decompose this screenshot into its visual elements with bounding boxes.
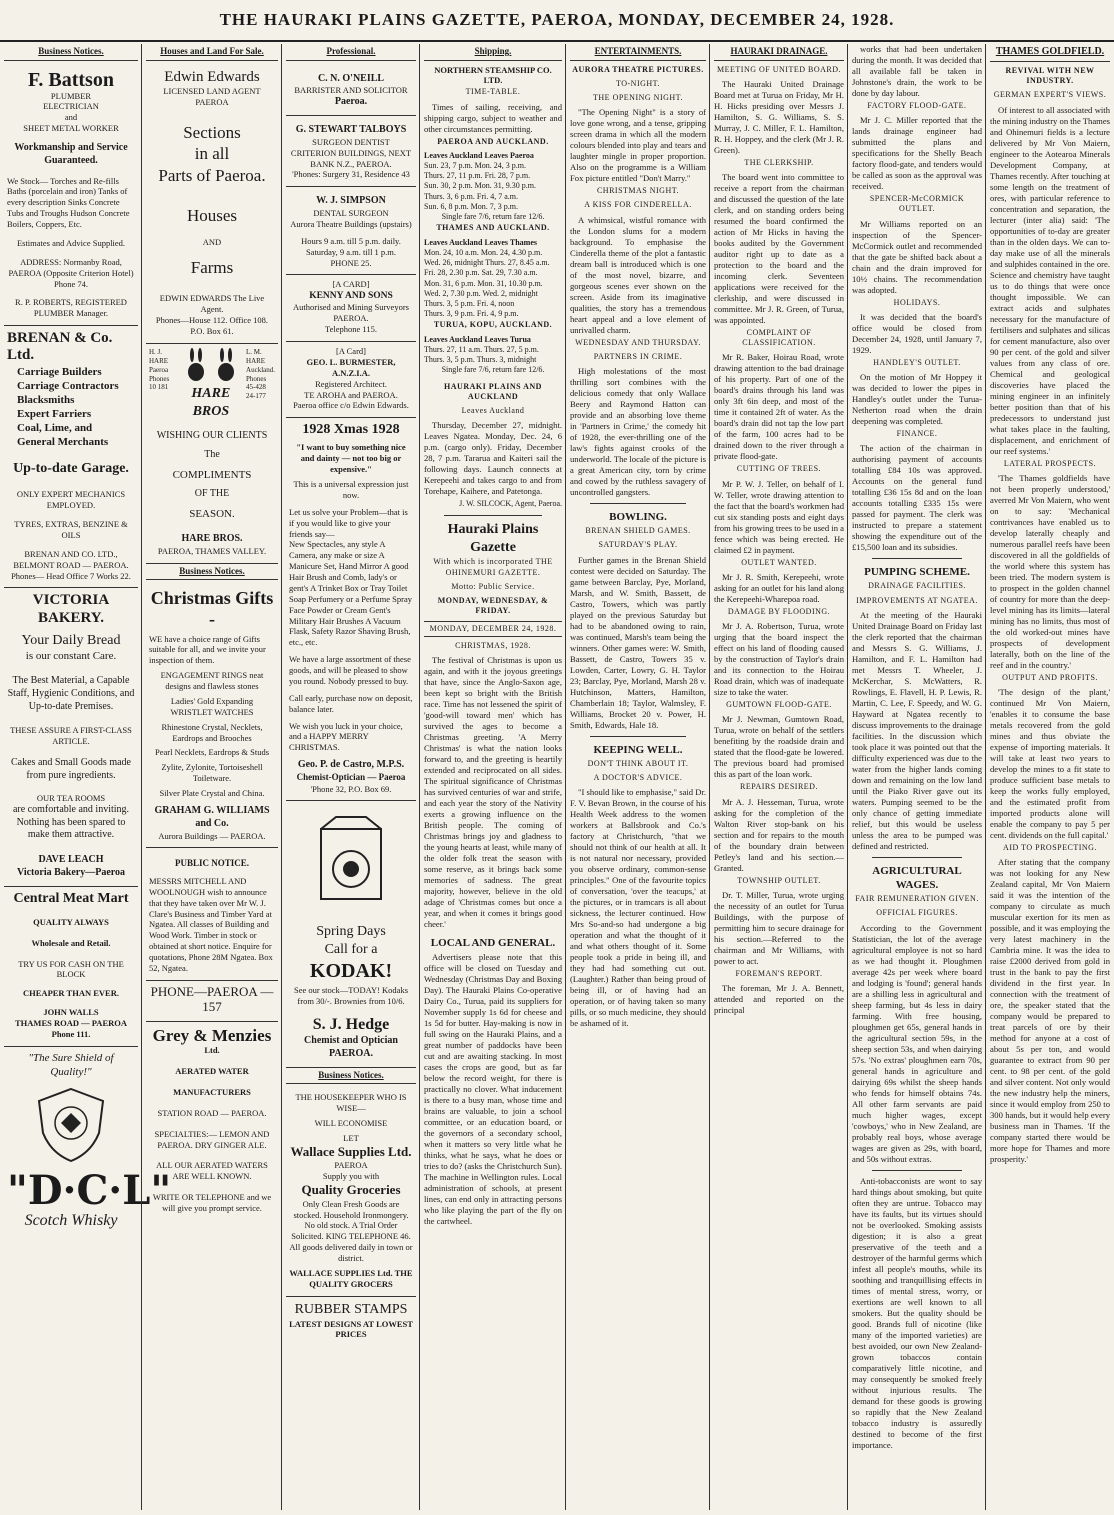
- ad-line: SEASON.: [189, 507, 235, 520]
- ad-line: EDWIN EDWARDS The Live Agent.: [159, 293, 265, 315]
- timetable-row: Thurs. 3, 5 p.m. Fri. 4, noon: [424, 299, 515, 309]
- ad-line: BARRISTER AND SOLICITOR: [294, 85, 408, 96]
- ad-line: Farms: [190, 258, 234, 278]
- article-title: BOWLING.: [609, 511, 667, 524]
- article-body: The action of the chairman in authorising payment of accounts totalling £84 10s was approved. Accounts on the general fund totalling £36 15s 8d and on the loan accounts totalling £335 15s were passed for payment. The clerk was instructed to prepare a statement showing the expenditure out of the £15,500 loan and its subsidies.: [852, 443, 982, 553]
- ad-line: The: [204, 449, 220, 461]
- article-sub: HOLIDAYS.: [893, 297, 941, 307]
- article-sub: OUTLET WANTED.: [741, 557, 817, 567]
- ad-line: Chemist-Optician — Paeroa: [296, 772, 406, 782]
- article-body: Dr. T. Miller, Turua, wrote urging the necessity of an outlet for Turua Buildings, with the purpose of permitting him to secure drainage for his section.—Referred to the chairman and Mr Williams, with power to act.: [714, 889, 844, 966]
- ad-talboys: [286, 116, 416, 187]
- ad-name: Central Meat Mart: [13, 890, 129, 906]
- timetable-title: TIME-TABLE.: [465, 87, 521, 97]
- ad-name: Grey & Menzies: [152, 1025, 272, 1045]
- article-body: Of interest to all associated with the mining industry on the Thames and Ohinemuri fields is a lecture delivered by Mr Von Maiern, engineer to the Aotearoa Minerals Development Company, at Thames recently. After touching at some length on the treatment of ores, with particular reference to concentration and separation, the lecturer (inter alia) said: 'The opportunities of to-day are greater than in the olden days. We can to-day make use of all the minerals and sulphides contained in the ore. Science and chemistry have taught us to do things that were once thought impossible. We can extract acids and sulphates necessary for the manufacture of fertilisers and sulphates and silicas for cement manufacture, also over 90 per cent. of the gold and silver values from any class of ore. Chemical and geological discoveries have placed the mining engineer in an infinitely better position than that of his predecessors to understand just what takes place in the faulting, displacement, and enrichment of our reef systems.': [990, 104, 1110, 456]
- gazette-date: MONDAY, DECEMBER 24, 1928.: [424, 621, 562, 637]
- ad-line: AERATED WATER: [175, 1066, 249, 1077]
- ad-name: C. N. O'NEILL: [317, 72, 385, 84]
- article-body: It was decided that the board's office would be closed from December 24, 1928, until January 7, 1929.: [852, 311, 982, 355]
- timetable-row: Thurs. 3, 5 p.m. Thurs. 3, midnight: [424, 355, 537, 365]
- article-sub: FACTORY FLOOD-GATE.: [867, 101, 967, 110]
- ad-line: DAVE LEACH: [38, 854, 104, 866]
- ad-line: LICENSED LAND AGENT: [163, 85, 261, 96]
- ad-kodak: [286, 801, 416, 1067]
- ad-logo-text: HARE BROS: [191, 385, 231, 419]
- article-body: Advertisers please note that this office will be closed on Tuesday and Wednesday (Christmas Day and Boxing Day). The Hauraki Plains Co-operative Dairy Co., Turua, paid its suppliers for November supply 1s 6d for cheese and 1s 5d for butter. Hay-making is now in full swing on the Hauraki Plains, and a great number of paddocks have been cut and are awaiting stacking. In most cases the crops are good, but as far below the record weight, for there is practically no clover. What inducement is there to a busy man, whose time and brains are valuable, to join a school committee, or an education board, or the governors of a secondary school, when it matters so very little what he thinks, what he says, what he does or tries to do? (asks the Christchurch Sun). The machine in Wellington rules. Local administration of schools, at present lines, can end only in attracting persons who like playing the part of the fly on the cartwheel.: [424, 952, 562, 1227]
- timetable-note: Times of sailing, receiving, and shipping cargo, subject to weather and other circumstances permitting.: [424, 101, 562, 134]
- article-sub: GERMAN EXPERT'S VIEWS.: [993, 90, 1107, 100]
- ad-line: TE AROHA and PAEROA.: [304, 389, 398, 400]
- article-body: Mr J. Newman, Gumtown Road, Turua, wrote on behalf of the settlers benefiting by the roadside drain and stated that the flood-gate be lowered. The previous board had promised this as part of the loan work.: [714, 714, 844, 780]
- ad-line: [A Card]: [336, 346, 366, 357]
- ad-line: Phones—House 112. Office 108. P.O. Box 61.: [155, 314, 269, 336]
- article-sub: SATURDAY'S PLAY.: [598, 540, 678, 550]
- masthead-title: THE HAURAKI PLAINS GAZETTE, PAEROA, MONDAY, DECEMBER 24, 1928.: [219, 10, 895, 29]
- article-sub: GUMTOWN FLOOD-GATE.: [726, 700, 832, 710]
- column-5: [570, 44, 706, 1510]
- ad-line: Silver Plate Crystal and China.: [159, 788, 265, 799]
- ad-line: COMPLIMENTS: [172, 469, 252, 482]
- ad-line: Aurora Theatre Buildings (upstairs): [290, 218, 412, 229]
- article-body: Mr R. Baker, Hoirau Road, wrote drawing attention to the bad drainage of his property. Part of one of the board's drains through his land was only 3ft 6in deep, and most of the time it contained 2ft of water. As the board's drain did not tap the low part of the farm, 100 acres had to be drained down to the river through a private flood-gate.: [714, 352, 844, 462]
- ad-line: Telephone 115.: [325, 324, 377, 335]
- ad-stock: We Stock— Torches and Re-fills Baths (porcelain and iron) Tanks of every description Sinks Concrete Tubs and Troughs Hudson Concrete Boilers, Coppers, Etc.: [7, 175, 130, 230]
- section-heading: ENTERTAINMENTS.: [570, 44, 706, 61]
- ad-line: QUALITY ALWAYS: [33, 916, 109, 927]
- ad-line: Wholesale and Retail.: [31, 937, 111, 948]
- article-body: On the motion of Mr Hoppey it was decided to lower the pipes in Handley's outlet under the Turua-Netherton road when the drain deepening was completed.: [852, 372, 982, 427]
- ad-line: are comfortable and inviting. Nothing has been spared to make them attractive.: [12, 803, 130, 841]
- article-body: The board went into committee to receive a report from the chairman and discussed the question of the late clerk, and on standing orders being resumed the board confirmed the action of Mr Hicks in having the books audited by the Government auditor right up to date as a protection to the board and the incoming clerk. Seventeen applications were received for the clerkship, and were discussed in committee. Mr J. R. Green, of Turua, was appointed.: [714, 171, 844, 325]
- ad-line: Paeroa office c/o Edwin Edwards.: [293, 400, 409, 411]
- ad-line: Victoria Bakery—Paeroa: [16, 866, 126, 878]
- column-6: [714, 44, 844, 1510]
- ad-line: 'Phones: Surgery 31, Residence 43: [292, 169, 410, 180]
- article-body: A whimsical, wistful romance with the London slums for a modern background. To emphasise the Cinderella theme of the plot a fantastic dream ball is introduced which is one of the most novel, bizarre, and gorgeous scenes ever shown on the screen. Aside from its imaginative qualities, the story has a tremendous heart appeal and a love element of unrivalled charm.: [570, 214, 706, 335]
- ad-edwin-edwards: [146, 65, 278, 344]
- ad-line: Paeroa.: [334, 96, 368, 108]
- ad-line: S. J. Hedge: [312, 1015, 390, 1033]
- article-sub: CUTTING OF TREES.: [736, 464, 822, 474]
- ad-line: Cakes and Small Goods made from pure ingredients.: [11, 757, 131, 782]
- ad-line: Hours 9 a.m. till 5 p.m. daily. Saturday, 9 a.m. till 1 p.m.: [301, 235, 401, 257]
- ad-line: Quality Groceries: [301, 1182, 401, 1197]
- ad-line: We have a large assortment of these goods, and will be pleased to show you round. Nobody pressed to buy.: [289, 654, 411, 686]
- ad-brenan: [4, 326, 138, 588]
- article-sub: THE CLERKSHIP.: [744, 157, 814, 167]
- gazette-line: MONDAY, WEDNESDAY, & FRIDAY.: [437, 596, 549, 616]
- ad-line: WILL ECONOMISE: [314, 1117, 388, 1128]
- ad-line: Scotch Whisky: [24, 1211, 118, 1229]
- timetable-head: Leaves Auckland Leaves Paeroa: [424, 150, 534, 160]
- rabbit-icon: [186, 348, 206, 382]
- ad-line: "The Sure Shield of Quality!": [28, 1051, 114, 1078]
- ad-line: See our stock—TODAY! Kodaks from 30/-. Brownies from 10/6.: [293, 984, 409, 1006]
- ad-line: Your Daily Bread: [21, 632, 121, 648]
- article-title: KEEPING WELL.: [593, 743, 683, 756]
- timetable-turua: [424, 335, 562, 376]
- column-7: [852, 44, 982, 1510]
- ad-line: Sections: [183, 122, 241, 142]
- article-title: PUMPING SCHEME.: [864, 566, 970, 579]
- ad-line: PLUMBER: [50, 90, 92, 101]
- ad-line: DENTAL SURGEON: [313, 208, 389, 219]
- ad-line: GRAHAM G. WILLIAMS and Co.: [154, 804, 270, 829]
- ad-line: WE have a choice range of Gifts suitable for all, and we invite your inspection of them.: [149, 633, 266, 666]
- timetable-row: Wed. 26, midnight Thurs. 27, 8.45 a.m.: [424, 258, 550, 268]
- ad-line: [A CARD]: [332, 279, 370, 290]
- article-sub: THE OPENING NIGHT.: [593, 92, 683, 102]
- article-body: Anti-tobacconists are wont to say hard things about smoking, but quite often they are untrue. Tobacco may have its faults, but its virtues should not be overlooked. Smoking assists digestion; it is also a great preservative of the teeth and a destroyer of the harmful germs which infest all people's mouths, while its soothing and tranquillising effects in times of mental stress, worry, or exertions are well known to all smokers. But the quality should be good. Brands full of nicotine (like many of the imported varieties) are best avoided, our own New Zealand-grown tobaccos contain comparatively little nicotine, and may consequently be smoked freely without injurious results. The demand for these goods is growing so rapidly that the New Zealand tobacco industry is assuredly destined to become of the first importance.: [852, 1175, 982, 1450]
- article-title: CHRISTMAS, 1928.: [455, 640, 531, 650]
- ad-wallace: [286, 1088, 416, 1297]
- camera-icon: [301, 809, 401, 919]
- timetable-head: Leaves Auckland Leaves Thames: [424, 237, 537, 247]
- article-sub: TOWNSHIP OUTLET.: [737, 875, 821, 885]
- ad-central-meat-mart: [4, 887, 138, 1047]
- section-heading: THAMES GOLDFIELD.: [990, 44, 1110, 62]
- ad-line: HARE BROS.: [181, 533, 243, 544]
- ad-logo-text: "D·C·L": [7, 1166, 172, 1214]
- section-heading: Professional.: [286, 44, 416, 61]
- ad-line: OUR TEA ROOMS: [36, 792, 106, 803]
- ad-line: PAEROA: [334, 1160, 368, 1171]
- ad-text: MESSRS MITCHELL AND WOOLNOUGH wish to announce that they have taken over Mr W. J. Clare's Business and Timber Yard at Ngatea. All classes of Building and Wood Work. Timber in stock or obtained at short notice. Enquire for quotations, Phone 28M Ngatea. Box 52, Ngatea.: [149, 875, 273, 973]
- article-sub: FAIR REMUNERATION GIVEN.: [855, 894, 979, 904]
- ad-oneill: [286, 65, 416, 116]
- ad-simpson: [286, 187, 416, 275]
- timetable-heading: PAEROA AND AUCKLAND.: [437, 136, 549, 146]
- article-sub: REPAIRS DESIRED.: [740, 782, 818, 792]
- article-title: AGRICULTURAL WAGES.: [872, 864, 962, 892]
- ad-line: Pearl Necklets, Eardrops & Studs: [154, 747, 270, 758]
- article-body: "I should like to emphasise," said Dr. F. V. Bevan Brown, in the course of his Health Week address to the women workers at Ballsbrook and Co.'s factory at Christchurch, "that we should not think of our health at all. It is not natural nor necessary, provided you observe ordinary, common-sense principles." One of the favourite topics of conversation, 'over the teacups,' at the pictures, or in tramcars is all about sickness, the lecturer continued. How Mrs So-and-so had undergone a big operation and what the thought of it and what others thought of it. Some people took a pride in being ill, and they had had something cut out. (Laughter.) Rather than being proud of being ill, or of having had an operation, or of having taken so many pills, or so much medicine, they should be ashamed of it.: [570, 787, 706, 1029]
- article-sub: MEETING OF UNITED BOARD.: [717, 64, 841, 74]
- ad-line: Spring Days: [316, 924, 386, 940]
- timetable-row: Sun. 23, 7 p.m. Mon. 24, 3 p.m.: [424, 160, 527, 170]
- ad-line: THAMES ROAD — PAEROA Phone 111.: [15, 1018, 127, 1039]
- ad-name: 1928 Xmas 1928: [302, 422, 400, 438]
- ad-line: AND: [202, 236, 222, 247]
- article-body: High molestations of the most thrilling sort combines with the delicious comedy that only Wallace Beery and Raymond Hatton can provide and an absorbing love theme in 'Partners in Crime,' the comedy hit of 1928, the ever-thrilling one of the law's fights against crooks of the underworld. The locale of the picture is a great American city, torn by crime and cowed by the ruthless savagery of uncontrolled gangsters.: [570, 366, 706, 498]
- ad-line: We wish you luck in your choice, and a HAPPY MERRY CHRISTMAS.: [289, 720, 403, 753]
- timetable-row: Fri. 28, 2.30 p.m. Sat. 29, 7.30 a.m.: [424, 268, 538, 278]
- ad-line: Parts of Paeroa.: [158, 166, 266, 186]
- article-body: Mr A. J. Hesseman, Turua, wrote asking for the completion of the Walton River stop-bank on his section and for repairs to the mouth of the boundary drain between Petley's land and his section.—Granted.: [714, 796, 844, 873]
- timetable-head: Leaves Auckland Leaves Turua: [424, 334, 531, 344]
- ad-name: KODAK!: [309, 960, 393, 983]
- ad-line: Ltd.: [204, 1045, 220, 1056]
- article-title: AURORA THEATRE PICTURES.: [572, 64, 704, 74]
- article-body: The festival of Christmas is upon us again, and with it the joyous greetings that have, since the Anglo-Saxon age, been kept so bright with the British race. Time has not lessened the spirit of 'good-will toward men' which has survived the ages to become a Christmas greeting. 'A Merry Christmas' is what the nation looks forward to, and the greeting is heartily extended and reciprocated on all sides. The spiritual significance of Christmas has survived centuries of war and strife, and each year the story of the Nativity exerts a growing influence on the British people. The coming of Christmas brings joy and gladness to the young hearts at least, while many of the older folk treat the season with some reserve, as it brings back some memories of sadness. The great majority, however, believe in the old adage of 'Christmas comes but once a year, and when it comes it brings good cheer.': [424, 655, 562, 930]
- article-sub: DAMAGE BY FLOODING.: [727, 606, 831, 616]
- ad-line: Aurora Buildings — PAEROA.: [158, 830, 266, 841]
- ad-line: LATEST DESIGNS AT LOWEST PRICES: [289, 1318, 413, 1340]
- ad-name: Edwin Edwards: [164, 68, 260, 85]
- ad-phone: [146, 981, 278, 1022]
- ad-line: SPECIALTIES:— LEMON AND PAEROA. DRY GINGER ALE.: [154, 1128, 270, 1150]
- ad-line: PHONE—PAEROA —157: [150, 983, 274, 1014]
- rabbit-icon: [216, 348, 236, 382]
- article-sub: FINANCE.: [896, 429, 938, 439]
- article-body: works that had been undertaken during the month. It was decided that all available fall be taken in Johnstone's drain, the work to be done by day labour.: [852, 44, 982, 98]
- ad-line: PAEROA: [195, 96, 229, 107]
- ad-public-notice: [146, 848, 278, 980]
- ad-manager: R. P. ROBERTS, REGISTERED PLUMBER Manager.: [15, 297, 127, 319]
- article-body: According to the Government Statistician, the lot of the average agricultural employee is not so hard as we had thought it. Ploughmen average 42s per week where board and lodging is 'found'; general hands are a shilling less in agricultural and sheep farming, but 4s less in dairy farming. With free housing, ploughmen get 65s, general hands in the agricultural section 59s, in the sheep section 53s, and when dairying 57s. 'No extras' ploughmen earn 70s, general hands in agriculture and dairying 69s whilst the sheep hands who fends for himself obtains 74s. All other farm servants are paid much higher wages, except 'cowboys,' who in New Zealand, are probably real boys, whose average wages are given as 29s, with board, and 50s without extras.: [852, 922, 982, 1164]
- ad-line: Zylite, Zylonite, Tortoiseshell Toiletware.: [161, 762, 263, 784]
- column-8: [990, 44, 1110, 1510]
- ad-line: WRITE OR TELEPHONE and we will give you prompt service.: [152, 1192, 272, 1214]
- article-body: The foreman, Mr J. A. Bennett, attended and reported on the principal: [714, 983, 844, 1016]
- timetable-sub: Leaves Auckland: [461, 406, 525, 416]
- section-heading: Business Notices.: [4, 44, 138, 61]
- timetable-thames-auckland: [424, 238, 562, 320]
- ad-xmas-castro: [286, 418, 416, 801]
- ad-line: PAEROA.: [329, 1047, 373, 1059]
- ad-line: MANUFACTURERS: [173, 1086, 251, 1097]
- ad-line: SHEET METAL WORKER: [23, 123, 119, 134]
- article-body: After stating that the company was not looking for any New Zealand capital, Mr Von Maiern said it was the intention of the company to circulate as much muscular exertion for its men as possible, and it was employing the very latest machinery in the Cambria mine. It was the idea to raise £2000 derived from gold in trust in the bank to pay the first dividend in the first year. In connection with the treatment of ore, the speaker stated that the company would be prepared to treat parcels of ore by their method for anyone at a cost of about 5s per ton, and would guarantee to extract from 90 per cent. to 98 per cent. of the gold and silver content. Not only would the new industry help the miners, since it would employ from 250 to 300 hands, but it would help every business man in Thames. 'If the company started there would be more hope for Thames and more prosperity.': [990, 857, 1110, 1165]
- timetable-fare: Single fare 7/6, return fare 12/6.: [441, 365, 545, 375]
- ad-line: is our constant Care.: [25, 650, 117, 663]
- article-title: LOCAL AND GENERAL.: [430, 937, 556, 950]
- section-heading: Shipping.: [424, 44, 562, 61]
- company-name: NORTHERN STEAMSHIP CO. LTD.: [434, 64, 552, 86]
- ad-line: TRY US FOR CASH ON THE BLOCK: [18, 958, 124, 980]
- ad-christmas-gifts: [146, 584, 278, 848]
- article-sub: WEDNESDAY AND THURSDAY.: [575, 337, 701, 347]
- ad-line: The Best Material, a Capable Staff, Hygienic Conditions, and Up-to-date Premises.: [7, 675, 135, 712]
- timetable-row: Wed. 2, 7.30 p.m. Wed. 2, midnight: [424, 288, 538, 298]
- ad-name: KENNY AND SONS: [309, 291, 393, 302]
- ad-footer: BRENAN AND CO. LTD., BELMONT ROAD — PAEROA. Phones— Head Office 7 Works 22.: [11, 548, 131, 581]
- article-body: "The Opening Night" is a story of love gone wrong, and a tense, gripping screen drama in which all the modern colours blended into play and tears and laughter mingle in proper proportion. Also on the programme is a William Fox picture entitled "Don't Marry.": [570, 107, 706, 184]
- section-heading: Business Notices.: [286, 1068, 416, 1085]
- gazette-line: With which is incorporated THE OHINEMURI GAZETTE.: [433, 557, 553, 577]
- ad-burmester: [286, 342, 416, 418]
- ad-name: GEO. L. BURMESTER, A.N.Z.I.A.: [306, 356, 396, 378]
- ad-line: ELECTRICIAN: [43, 101, 99, 112]
- article-body: Mr J. A. Robertson, Turua, wrote urging that the board inspect the effect on his land of flooding caused by the construction of Taylor's drain and its connection to the Hoirau Road drain, which was of inadequate size to take the water.: [714, 621, 844, 698]
- article-sub: REVIVAL WITH NEW INDUSTRY.: [1005, 65, 1095, 86]
- ad-name: BRENAN & Co. Ltd.: [7, 330, 113, 364]
- ad-name: VICTORIA BAKERY.: [32, 592, 110, 626]
- article-body: Mr J. R. Smith, Kerepeehi, wrote asking for an outlet for his land along the Kerepeehi-Wharepoa road.: [714, 571, 844, 604]
- timetable-heading: THAMES AND AUCKLAND.: [436, 223, 550, 233]
- article-sub: IMPROVEMENTS AT NGATEA.: [856, 595, 978, 605]
- ad-line: PAEROA, THAMES VALLEY.: [157, 545, 267, 556]
- gazette-line: Motto: Public Service.: [451, 581, 535, 591]
- section-heading: Houses and Land For Sale.: [146, 44, 278, 61]
- article-body: The Hauraki United Drainage Board met at Turua on Friday, Mr H. H. Hicks presiding over Messrs J. Hamilton, S. G. Williams, S. S. Murray, J. C. Miller, F. L. Hamilton, R. H. Hoppey, and the clerk (Mr J. R. Green).: [714, 78, 844, 155]
- article-sub: DRAINAGE FACILITIES.: [868, 581, 966, 591]
- ad-line: General Merchants: [17, 436, 109, 449]
- ad-line: WALLACE SUPPLIES Ltd. THE QUALITY GROCERS: [289, 1267, 413, 1289]
- article-sub: TO-NIGHT.: [616, 78, 660, 88]
- ad-line: New Spectacles, any style A Camera, any make or size A Manicure Set, Hand Mirror A good Hair Brush and Comb, lady's or gent's A Trinket Box or Tray Toilet Soap Perfumery or a Perfume Spray Face Powder or Cream Gent's Military Hair Brushes A Vacuum Flask, Safety Razor Shaving Brush, etc., etc.: [289, 539, 412, 648]
- timetable-row: Mon. 24, 10 a.m. Mon. 24, 4.30 p.m.: [424, 247, 543, 257]
- ad-rubber-stamps: [286, 1297, 416, 1347]
- timetable-row: Thurs. 3, 6 p.m. Fri. 4, 7 a.m.: [424, 191, 518, 201]
- timetable-row: Mon. 31, 6 p.m. Mon. 31, 10.30 p.m.: [424, 278, 543, 288]
- ad-name: RUBBER STAMPS: [294, 1301, 408, 1317]
- ad-line: H. J. HARE Paeroa Phones 10 181: [149, 347, 170, 392]
- ad-address: ADDRESS: Normanby Road, PAEROA (Opposite Criterion Hotel) Phone 74.: [8, 256, 134, 289]
- ad-line: THE HOUSEKEEPER WHO IS WISE—: [295, 1092, 407, 1113]
- ad-line: Carriage Builders: [17, 365, 102, 378]
- timetable-fare: Single fare 7/6, return fare 12/6.: [441, 212, 545, 222]
- timetable-text: Thursday, December 27, midnight. Leaves Ngatea. Monday, Dec. 24, 6 p.m. (cargo only). Friday, December 28, 7 p.m. Tararua and Kaiteri sail the following days. Launch connects at Kerepeehi and takes cargo to and from Torehape, Kaihere, and Patetonga.: [424, 420, 562, 497]
- ad-line: Blacksmiths: [17, 393, 75, 406]
- ad-garage: Up-to-date Garage.: [13, 461, 129, 477]
- ad-line: JOHN WALLS: [43, 1007, 99, 1018]
- ad-line: Supply you with: [322, 1171, 380, 1182]
- ad-line: 'Phone 32, P.O. Box 69.: [310, 783, 392, 794]
- ad-line: CRITERION BUILDINGS, NEXT BANK N.Z., PAEROA.: [290, 147, 412, 169]
- ad-line: PHONE 25.: [330, 257, 372, 268]
- article-sub: AID TO PROSPECTING.: [1003, 842, 1097, 852]
- ad-line: "I want to buy something nice and dainty — not too big or expensive.": [296, 442, 406, 475]
- ad-dcl: [4, 1047, 172, 1238]
- ad-line: LET: [343, 1132, 359, 1143]
- article-sub: PARTNERS IN CRIME.: [593, 351, 683, 361]
- timetable-row: Thurs. 27, 11 p.m. Fri. 28, 7 p.m.: [424, 171, 531, 181]
- article-sub: LATERAL PROSPECTS.: [1003, 458, 1097, 468]
- article-body: At the meeting of the Hauraki United Drainage Board on Friday last the clerk reported that the chairman and Messrs S. G. Williams, J. Hamilton, and F. L. Hamilton had met Messrs T. Wheeler, J. McKerchar, S. McWatters, R. Rowlings, E. Flavell, H. P. Lewis, R. Martin, C. Lee, F. Speedy, and W. G. Hayward at Ngatea recently to discuss improvements to the drainage facilities. In the discussion which took place it was pointed out that the difficulty experienced was due to the water from the higher lands coming down and remaining on the low land until the Piako River gave out its waters. Pumping seemed to be the only chance of getting immediate relief, but this would be useless unless the area to be pumped was defined and restricted.: [852, 609, 982, 851]
- ad-victoria-bakery: [4, 588, 138, 886]
- ad-line: Chemist and Optician: [304, 1035, 398, 1047]
- column-3: [286, 44, 416, 1510]
- ad-kenny: [286, 275, 416, 342]
- article-body: Mr Williams reported on an inspection of the Spencer-McCormick outlet and recommended that the gate be shifted back about a chain and the drain improved for 10½ chains. The recommendation was adopted.: [852, 218, 982, 295]
- ad-line: TYRES, EXTRAS, BENZINE & OILS: [14, 519, 128, 540]
- article-sub: OUTPUT AND PROFITS.: [1002, 672, 1098, 682]
- ad-line: Estimates and Advice Supplied.: [16, 237, 126, 248]
- article-body: Mr J. C. Miller reported that the lands drainage engineer had submitted the plans and specifications for the Shelly Beach factory flood-gate, and tenders would be called as soon as the approval was received.: [852, 115, 982, 192]
- ad-line: Call early, purchase now on deposit, balance later.: [289, 692, 413, 714]
- ad-line: ALL OUR AERATED WATERS ARE WELL KNOWN.: [156, 1160, 268, 1182]
- ad-line: Houses: [186, 205, 238, 225]
- article-sub: CHRISTMAS NIGHT.: [596, 186, 680, 196]
- article-body: Further games in the Brenan Shield contest were decided on Saturday. The game between Barclay, Pye, Morland, Marsh, and W. Smith, Bassett, de Castro, Towers, which was partly played on the previous Saturday but had to be abandoned owing to rain, was continued, Marsh's team being the winners. Other games were: W. Smith, Bassett, de Castro, Towers 35 v. Lowden, Carter, Lowry, G. H. Taylor 23; Barclay, Pye, Morland, Marsh 28 v. Hutchinson, Matters, Hamilton, Chamberlain 18; Taylor, Walmsley, F. Williams, Brocket 20 v. Power, H. Smith, Edwards, Hale 18.: [570, 554, 706, 730]
- ad-line: Geo. P. de Castro, M.P.S.: [297, 759, 405, 771]
- ad-line: Authorised and Mining Surveyors PAEROA.: [293, 302, 409, 324]
- timetable-agent: J. W. SILCOCK, Agent, Paeroa.: [459, 499, 562, 509]
- ad-line: Expert Farriers: [17, 407, 92, 420]
- timetable-row: Thurs. 27, 11 a.m. Thurs. 27, 5 p.m.: [424, 344, 539, 354]
- article-sub: BRENAN SHIELD GAMES.: [585, 526, 691, 536]
- ad-name: W. J. SIMPSON: [316, 195, 386, 207]
- ad-heading: PUBLIC NOTICE.: [174, 858, 249, 869]
- ad-line: Ladies' Gold Expanding WRISTLET WATCHES: [170, 695, 254, 717]
- article-sub: A KISS FOR CINDERELLA.: [584, 200, 692, 210]
- article-sub: FOREMAN'S REPORT.: [735, 968, 823, 978]
- timetable-row: Sun. 30, 2 p.m. Mon. 31, 9.30 p.m.: [424, 181, 537, 191]
- article-sub: A DOCTOR'S ADVICE.: [593, 773, 683, 783]
- ad-line: Registered Architect.: [315, 378, 387, 389]
- article-sub: DON'T THINK ABOUT IT.: [587, 758, 689, 768]
- ad-line: Rhinestone Crystal, Necklets, Eardrops and Brooches: [161, 721, 263, 743]
- ad-grey-menzies: [146, 1022, 278, 1220]
- ad-line: Let us solve your Problem—that is if you would like to give your friends say—: [289, 506, 408, 539]
- ad-battson: [4, 65, 138, 327]
- ad-name: F. Battson: [28, 68, 114, 91]
- article-sub: SPENCER-McCORMICK OUTLET.: [869, 194, 965, 214]
- timetable-paeroa-auckland: [424, 151, 562, 223]
- ad-hare-bros: [146, 344, 278, 564]
- ad-name: Christmas Gifts -: [150, 588, 274, 629]
- ad-line: ENGAGEMENT RINGS neat designs and flawless stones: [160, 670, 264, 692]
- article-body: 'The design of the plant,' continued Mr Von Maiern, 'enables it to consume the base metals recovered from the gold mines and thus obviate the expense of importing materials. It will take at least two years to develop the mines to a fit state to produce sufficient base metals to keep the works fully employed, and the estimated profit from imported products alone will enable the company to pay 5 per cent. dividends on the full capital.': [990, 686, 1110, 840]
- ad-slogan: Workmanship and Service Guaranteed.: [14, 142, 128, 166]
- timetable-row: Sun. 6, 8 p.m. Mon. 7, 3 p.m.: [424, 201, 519, 211]
- ad-line: Carriage Contractors: [17, 379, 119, 392]
- ad-line: CHEAPER THAN EVER.: [23, 988, 119, 999]
- gazette-title: Hauraki Plains Gazette: [447, 521, 539, 555]
- ad-line: WISHING OUR CLIENTS: [156, 430, 268, 442]
- ad-line: Coal, Lime, and: [17, 422, 93, 435]
- ad-line: ONLY EXPERT MECHANICS EMPLOYED.: [16, 489, 126, 511]
- ad-line: OF THE: [194, 488, 230, 500]
- column-2: [146, 44, 278, 1510]
- ad-line: Call for a: [324, 942, 378, 958]
- ad-line: Only Clean Fresh Goods are stocked. Household Ironmongery. No old stock. A Trial Order Solicited. KING TELEPHONE 46. All goods delivered daily in town or district.: [289, 1198, 413, 1263]
- article-sub: HANDLEY'S OUTLET.: [873, 357, 961, 367]
- article-sub: OFFICIAL FIGURES.: [876, 908, 958, 918]
- ad-name: Wallace Supplies Ltd.: [290, 1143, 412, 1159]
- article-body: 'The Thames goldfields have not been properly understood,' averred Mr Von Maiern, who went on to say: 'Mechanical contrivances have enabled us to develop laterally cheaply and numerous parallel reefs have been discovered in all the goldfields of the world where this system has been tried. The modern system is to prospect in the golden channel of country for more than the deep-level mining has its limits—lateral mining has no limits, thus most of the old worked-out mines have prospects of development laterally, both on the line of the reef and in the country.': [990, 472, 1110, 670]
- section-heading: HAURAKI DRAINAGE.: [714, 44, 844, 61]
- ad-line: in all: [194, 144, 230, 164]
- ad-line: and: [64, 112, 78, 123]
- ad-name: G. STEWART TALBOYS: [295, 123, 407, 135]
- ad-line: L. M. HARE Auckland. Phones 45-428 24-177: [246, 347, 275, 401]
- article-sub: COMPLAINT OF CLASSIFICATION.: [742, 327, 816, 348]
- timetable-heading: HAURAKI PLAINS AND AUCKLAND: [444, 381, 542, 401]
- masthead: [0, 0, 1114, 42]
- column-4: [424, 44, 562, 1510]
- ad-line: SURGEON DENTIST: [312, 136, 390, 147]
- section-heading: Business Notices.: [146, 564, 278, 581]
- ad-line: THESE ASSURE A FIRST-CLASS ARTICLE.: [10, 725, 132, 747]
- shield-icon: [31, 1085, 111, 1165]
- ad-line: STATION ROAD — PAEROA.: [157, 1107, 267, 1118]
- timetable-row: Thurs. 3, 9 p.m. Fri. 4, 9 p.m.: [424, 309, 519, 319]
- ad-line: This is a universal expression just now.: [293, 479, 409, 500]
- timetable-heading: TURUA, KOPU, AUCKLAND.: [433, 320, 553, 330]
- article-body: Mr P. W. J. Teller, on behalf of I. W. Teller, wrote drawing attention to the fact that the board's workmen had cut six standing posts and eight days from his growing trees to be used in a fence which was being erected. He claimed £2 in payment.: [714, 478, 844, 555]
